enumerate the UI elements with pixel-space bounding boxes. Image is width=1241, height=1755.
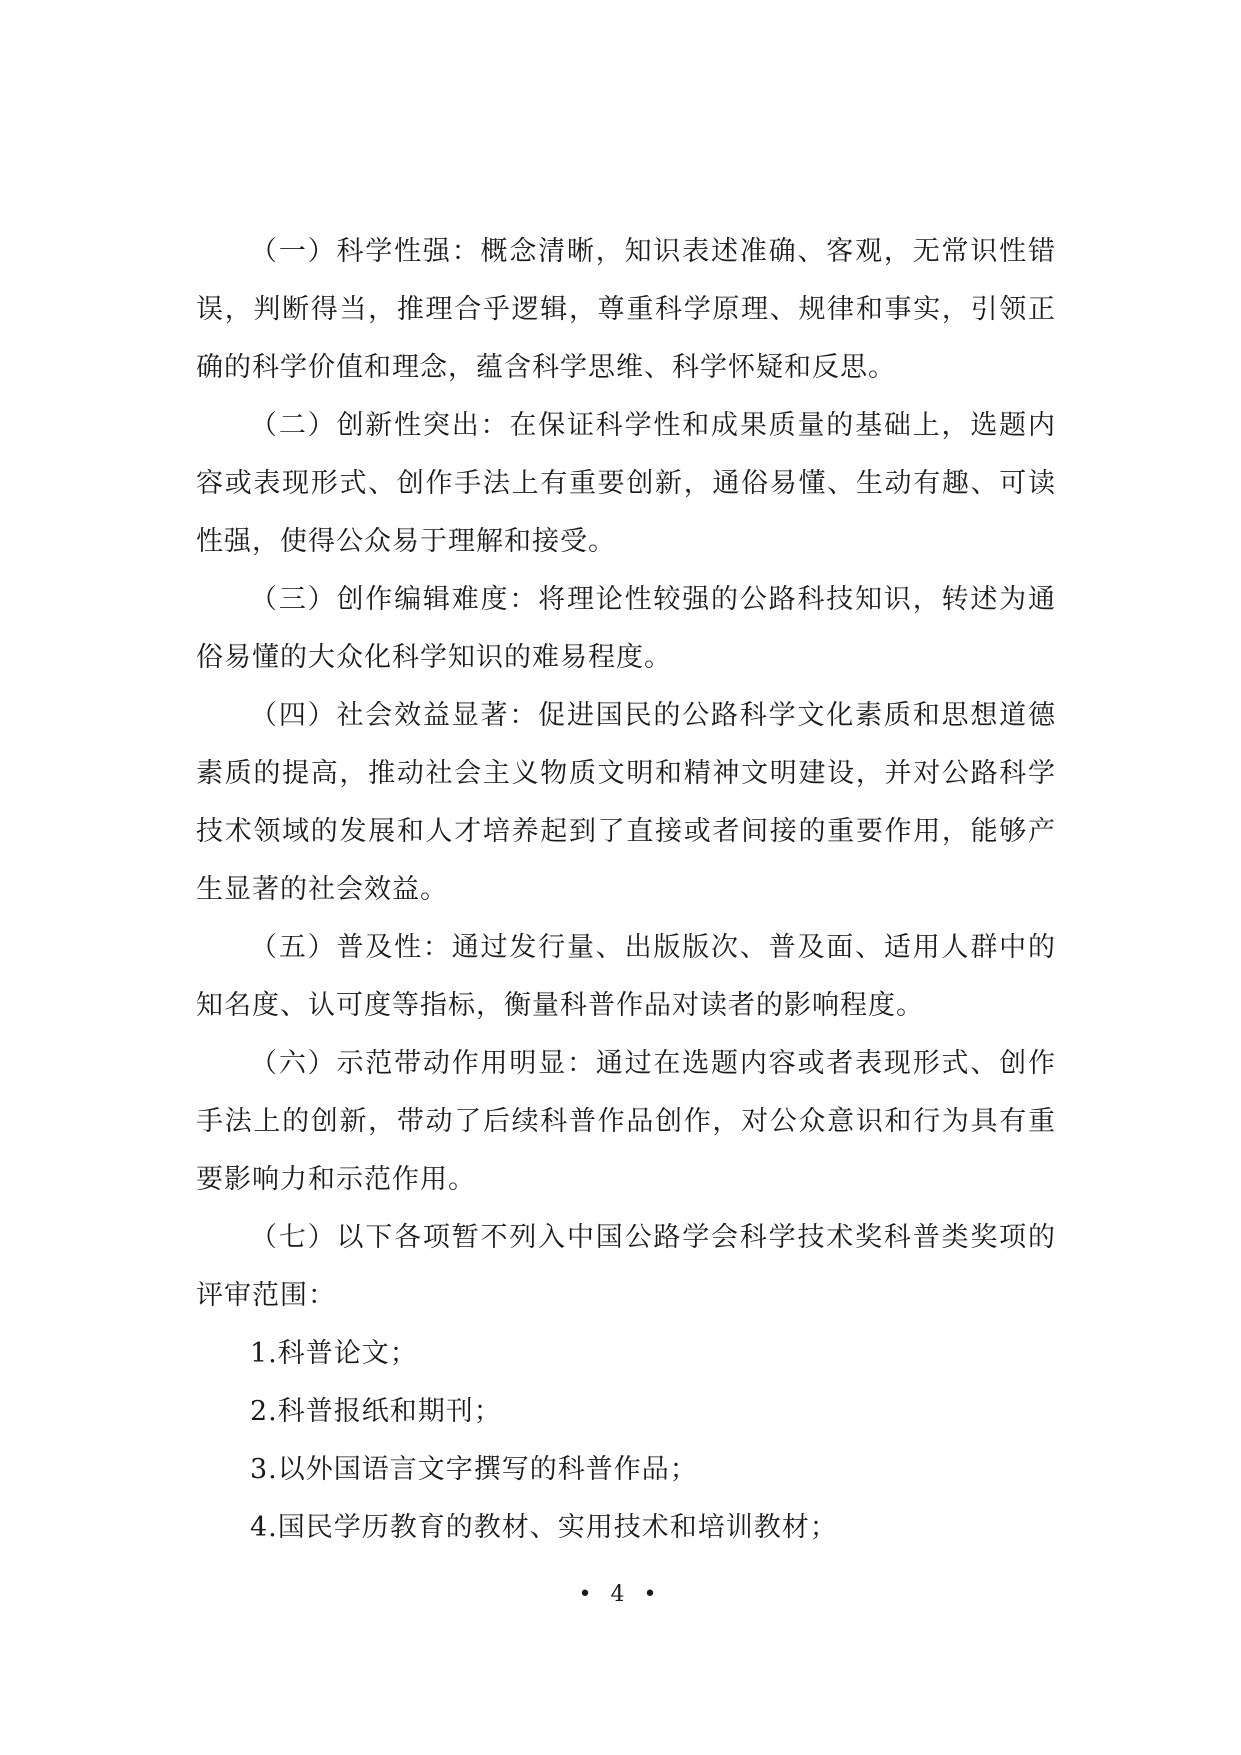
criterion-2-paragraph: （二）创新性突出：在保证科学性和成果质量的基础上，选题内容或表现形式、创作手法上有重要创新，通俗易懂、生动有趣、可读性强，使得公众易于理解和接受。: [196, 410, 1056, 557]
criterion-3-paragraph: （三）创作编辑难度：将理论性较强的公路科技知识，转述为通俗易懂的大众化科学知识的难易程度。: [196, 584, 1056, 673]
criterion-4-paragraph: （四）社会效益显著：促进国民的公路科学文化素质和思想道德素质的提高，推动社会主义物质文明和精神文明建设，并对公路科学技术领域的发展和人才培养起到了直接或者间接的重要作用，能够产生显著的社会效益。: [196, 700, 1056, 905]
excluded-item-2: 2.科普报纸和期刊；: [250, 1396, 502, 1427]
excluded-item-4: 4.国民学历教育的教材、实用技术和培训教材；: [250, 1512, 838, 1543]
page-number: • 4 •: [578, 1582, 663, 1607]
criterion-1-paragraph: （一）科学性强：概念清晰，知识表述准确、客观，无常识性错误，判断得当，推理合乎逻辑，尊重科学原理、规律和事实，引领正确的科学价值和理念，蕴含科学思维、科学怀疑和反思。: [196, 236, 1056, 383]
criterion-5-paragraph: （五）普及性：通过发行量、出版版次、普及面、适用人群中的知名度、认可度等指标，衡量科普作品对读者的影响程度。: [196, 932, 1056, 1021]
excluded-item-1: 1.科普论文；: [250, 1338, 418, 1369]
document-body: [196, 223, 1056, 1557]
excluded-item-3: 3.以外国语言文字撰写的科普作品；: [250, 1454, 698, 1485]
criterion-6-paragraph: （六）示范带动作用明显：通过在选题内容或者表现形式、创作手法上的创新，带动了后续科普作品创作，对公众意识和行为具有重要影响力和示范作用。: [196, 1048, 1056, 1195]
criterion-7-paragraph: （七）以下各项暂不列入中国公路学会科学技术奖科普类奖项的评审范围：: [196, 1222, 1056, 1311]
